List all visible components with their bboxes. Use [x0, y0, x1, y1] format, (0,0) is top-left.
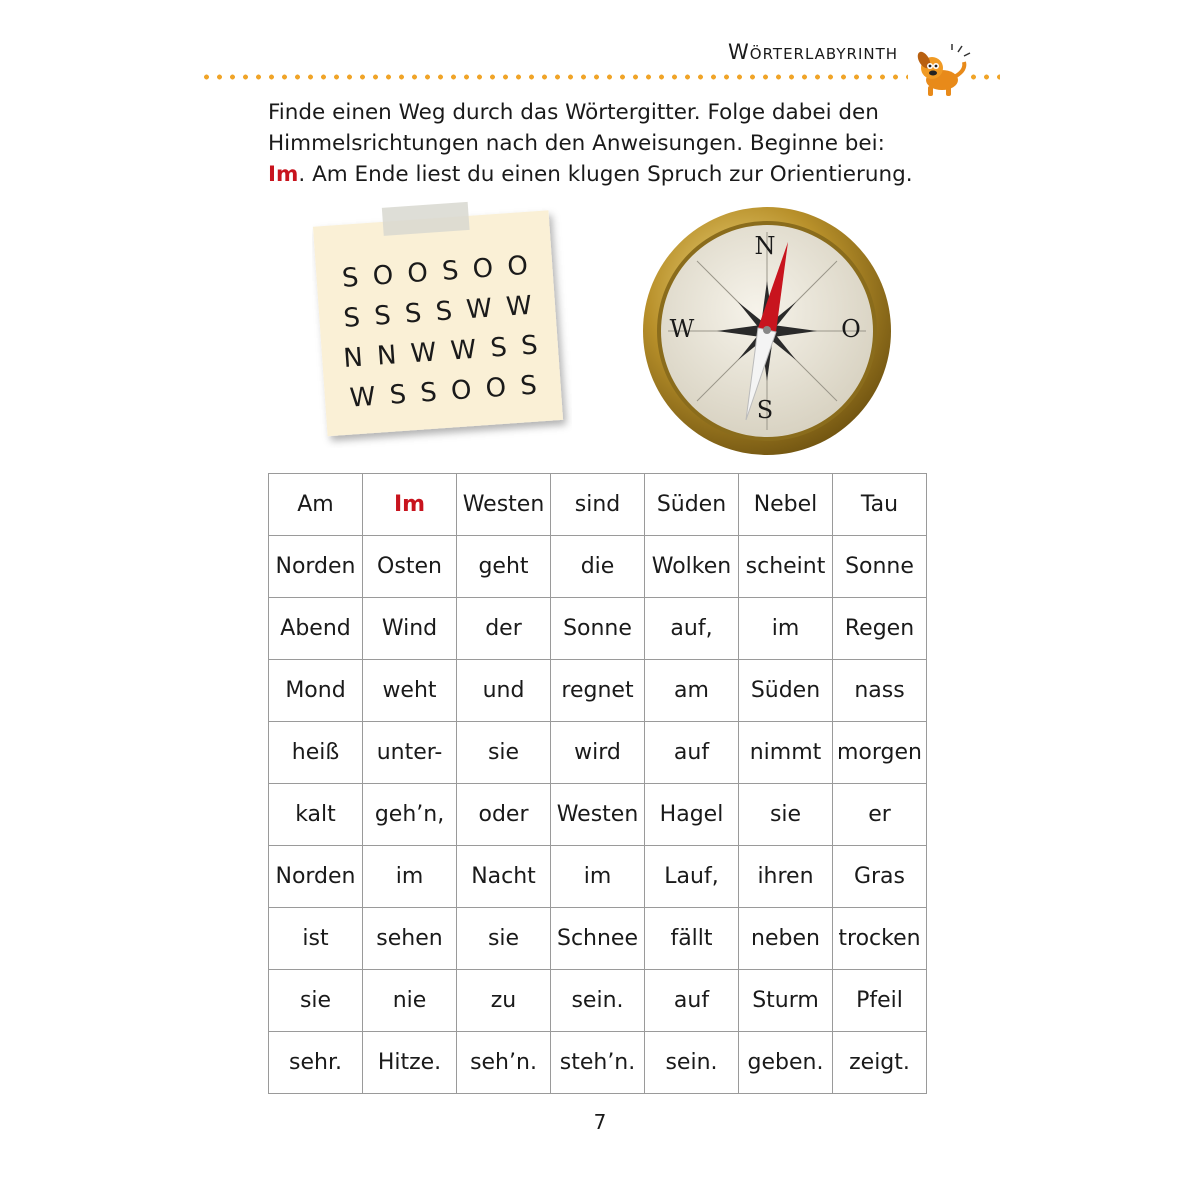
grid-cell: geht: [457, 536, 551, 598]
grid-cell: Sonne: [551, 598, 645, 660]
grid-row: [269, 536, 927, 598]
compass-west-label: W: [669, 315, 695, 343]
grid-cell: sie: [457, 908, 551, 970]
grid-cell: sie: [739, 784, 833, 846]
grid-cell: zu: [457, 970, 551, 1032]
cartoon-dog-mascot-icon: [908, 40, 972, 104]
grid-cell: ist: [269, 908, 363, 970]
start-word-highlight: Im: [268, 162, 299, 187]
grid-row: [269, 474, 927, 536]
instructions-line-2: Himmelsrichtungen nach den Anweisungen. Beginne bei:: [268, 131, 885, 156]
grid-cell: auf: [645, 722, 739, 784]
page-number: 7: [593, 1110, 607, 1134]
grid-cell: kalt: [269, 784, 363, 846]
instructions-text: [268, 97, 968, 190]
grid-cell: auf: [645, 970, 739, 1032]
grid-row: [269, 784, 927, 846]
grid-cell: wird: [551, 722, 645, 784]
compass-icon: [638, 202, 896, 460]
grid-cell: auf,: [645, 598, 739, 660]
grid-cell: sie: [269, 970, 363, 1032]
grid-cell: Norden: [269, 846, 363, 908]
grid-cell: regnet: [551, 660, 645, 722]
grid-cell: sein.: [645, 1032, 739, 1094]
grid-row: [269, 598, 927, 660]
worksheet-title: Wörterlabyrinth: [728, 40, 899, 64]
grid-cell: nimmt: [739, 722, 833, 784]
grid-cell: er: [833, 784, 927, 846]
grid-cell: Nebel: [739, 474, 833, 536]
grid-row: [269, 1032, 927, 1094]
grid-cell: heiß: [269, 722, 363, 784]
grid-cell: sehen: [363, 908, 457, 970]
grid-cell: neben: [739, 908, 833, 970]
grid-cell: sie: [457, 722, 551, 784]
grid-cell: Norden: [269, 536, 363, 598]
grid-cell: im: [363, 846, 457, 908]
grid-cell: trocken: [833, 908, 927, 970]
grid-cell: Hitze.: [363, 1032, 457, 1094]
word-grid: [268, 473, 927, 1094]
grid-cell: fällt: [645, 908, 739, 970]
grid-cell: Westen: [457, 474, 551, 536]
compass-north-label: N: [754, 232, 776, 260]
grid-cell: Abend: [269, 598, 363, 660]
grid-cell: zeigt.: [833, 1032, 927, 1094]
instructions-line-3: Im. Am Ende liest du einen klugen Spruch zur Orientierung.: [268, 162, 913, 187]
compass-east-label: O: [841, 315, 861, 343]
grid-cell: sind: [551, 474, 645, 536]
grid-cell: scheint: [739, 536, 833, 598]
grid-cell: Hagel: [645, 784, 739, 846]
grid-cell: der: [457, 598, 551, 660]
grid-cell: im: [551, 846, 645, 908]
grid-cell: Sonne: [833, 536, 927, 598]
grid-cell: Regen: [833, 598, 927, 660]
grid-cell: die: [551, 536, 645, 598]
grid-row: [269, 660, 927, 722]
grid-cell: Tau: [833, 474, 927, 536]
grid-row: [269, 846, 927, 908]
grid-row: [269, 722, 927, 784]
grid-cell: Wolken: [645, 536, 739, 598]
grid-cell: Mond: [269, 660, 363, 722]
grid-cell: weht: [363, 660, 457, 722]
grid-row: [269, 970, 927, 1032]
grid-cell: seh’n.: [457, 1032, 551, 1094]
grid-cell: Nacht: [457, 846, 551, 908]
grid-cell: im: [739, 598, 833, 660]
grid-cell: sein.: [551, 970, 645, 1032]
grid-cell: Pfeil: [833, 970, 927, 1032]
grid-cell: am: [645, 660, 739, 722]
grid-cell: Westen: [551, 784, 645, 846]
grid-cell: Lauf,: [645, 846, 739, 908]
grid-cell: ihren: [739, 846, 833, 908]
sticky-note: [312, 198, 572, 448]
grid-cell: Am: [269, 474, 363, 536]
grid-cell: Osten: [363, 536, 457, 598]
grid-cell: nie: [363, 970, 457, 1032]
grid-cell: morgen: [833, 722, 927, 784]
grid-cell: Süden: [739, 660, 833, 722]
note-row-3: N N W W S S: [342, 330, 542, 374]
grid-cell-start: Im: [363, 474, 457, 536]
grid-cell: und: [457, 660, 551, 722]
grid-cell: Wind: [363, 598, 457, 660]
grid-cell: sehr.: [269, 1032, 363, 1094]
grid-cell: steh’n.: [551, 1032, 645, 1094]
instructions-line-1: Finde einen Weg durch das Wörtergitter. Folge dabei den: [268, 100, 879, 125]
grid-cell: Süden: [645, 474, 739, 536]
grid-cell: Sturm: [739, 970, 833, 1032]
compass-south-label: S: [756, 396, 774, 424]
grid-cell: geh’n,: [363, 784, 457, 846]
grid-cell: geben.: [739, 1032, 833, 1094]
dotted-divider: [200, 74, 1000, 80]
note-row-1: S O O S O O: [341, 250, 532, 294]
grid-cell: Schnee: [551, 908, 645, 970]
grid-cell: oder: [457, 784, 551, 846]
grid-cell: nass: [833, 660, 927, 722]
grid-row: [269, 908, 927, 970]
note-row-2: S S S S W W: [342, 290, 536, 334]
note-row-4: W S S O O S: [348, 370, 541, 414]
grid-cell: Gras: [833, 846, 927, 908]
grid-cell: unter-: [363, 722, 457, 784]
